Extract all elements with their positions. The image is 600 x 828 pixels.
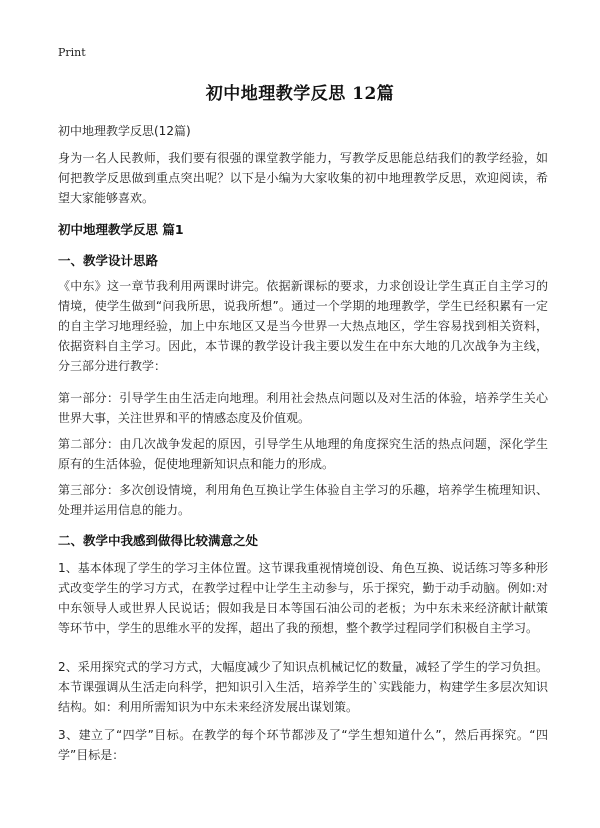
- print-label: Print: [58, 46, 86, 59]
- paragraph-point-three: 3、建立了“四学”目标。在教学的每个环节都涉及了“学生想知道什么”，然后再探究。“四学”目标是：: [58, 728, 548, 762]
- paragraph-part-two: 第二部分：由几次战争发起的原因，引导学生从地理的角度探究生活的热点问题，深化学生原有的生活体验，促使地理新知识点和能力的形成。: [58, 437, 548, 471]
- paragraph-point-one: 1、基本体现了学生的学习主体位置。这节课我重视情境创设、角色互换、说话练习等多种形式改变学生的学习方式，在教学过程中让学生主动参与，乐于探究，勤于动手动脑。例如:对中东领导人或世界人民说话；假如我是日本等国石油公司的老板；为中东未来经济献计献策等环节中，学生的思维水平的发挥，超出了我的预想，整个教学过程同学们积极自主学习。: [58, 561, 548, 635]
- paragraph-point-two: 2、采用探究式的学习方式，大幅度减少了知识点机械记忆的数量，减轻了学生的学习负担。本节课强调从生活走向科学，把知识引入生活，培养学生的`实践能力，构建学生多层次知识结构。如：利用所需知识为中东未来经济发展出谋划策。: [58, 660, 548, 714]
- paragraph-design-overview: 《中东》这一章节我利用两课时讲完。依据新课标的要求，力求创设让学生真正自主学习的情境，使学生做到“问我所思，说我所想”。通过一个学期的地理教学，学生已经积累有一定的自主学习地理经验，加上中东地区又是当今世界一大热点地区，学生容易找到相关资料，依据资料自主学习。因此，本节课的教学设计我主要以发生在中东大地的几次战争为主线，分三部分进行教学：: [58, 279, 548, 373]
- paragraph-part-one: 第一部分：引导学生由生活走向地理。利用社会热点问题以及对生活的体验，培养学生关心世界大事，关注世界和平的情感态度及价值观。: [58, 391, 548, 425]
- document-title: 初中地理教学反思 12篇: [205, 84, 395, 104]
- article-title: 初中地理教学反思 篇1: [58, 222, 184, 237]
- intro-paragraph: 身为一名人民教师，我们要有很强的课堂教学能力，写教学反思能总结我们的教学经验，如何把教学反思做到重点突出呢？以下是小编为大家收集的初中地理教学反思，欢迎阅读，希望大家能够喜欢。: [58, 151, 548, 205]
- section-heading-design: 一、教学设计思路: [58, 253, 159, 268]
- paragraph-part-three: 第三部分：多次创设情境，利用角色互换让学生体验自主学习的乐趣，培养学生梳理知识、处理并运用信息的能力。: [58, 483, 548, 517]
- section-heading-satisfaction: 二、教学中我感到做得比较满意之处: [58, 533, 259, 548]
- document-subtitle: 初中地理教学反思(12篇): [58, 124, 191, 138]
